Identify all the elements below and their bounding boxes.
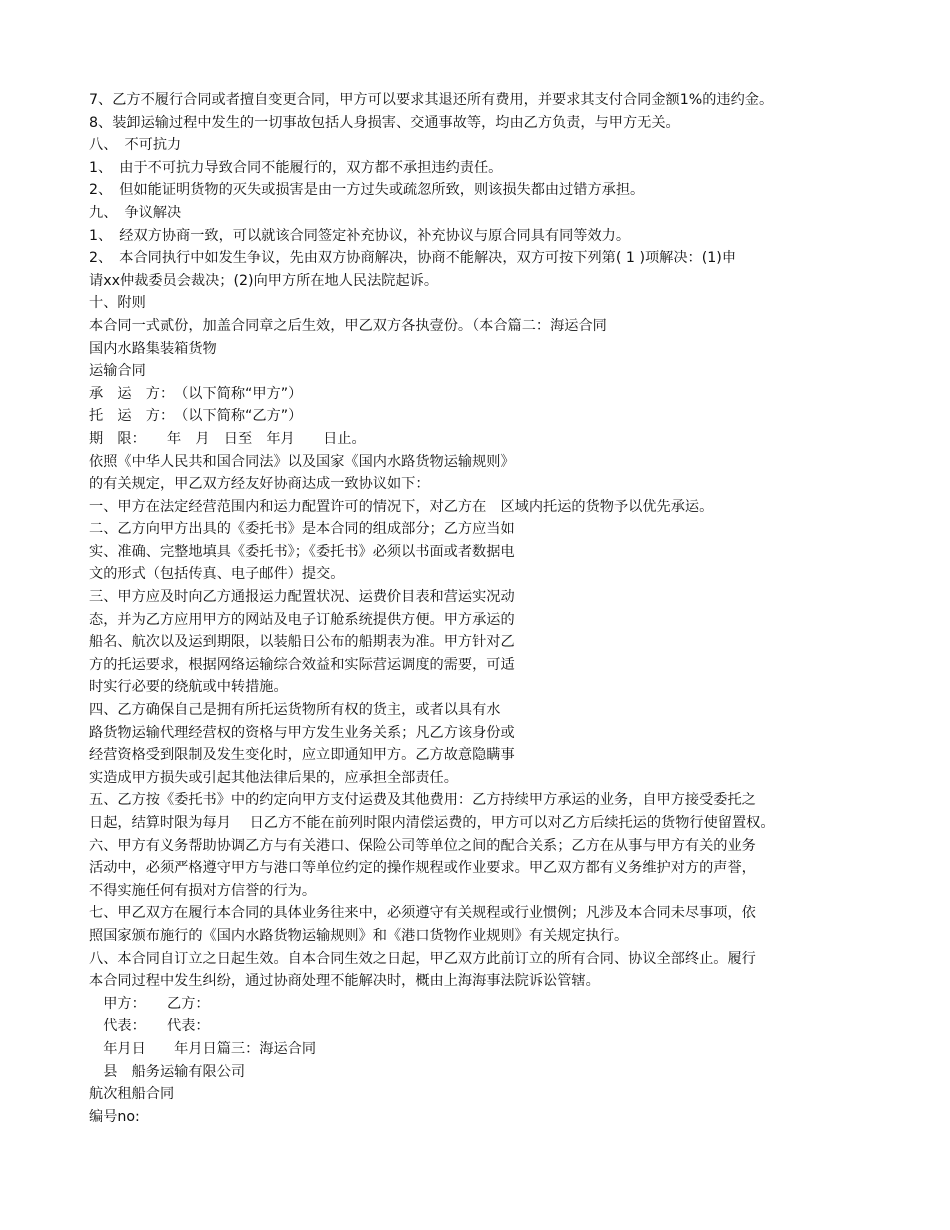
article-7-line-1: 七、甲乙双方在履行本合同的具体业务往来中，必须遵守有关规程或行业惯例；凡涉及本合同未尽事项，依 — [89, 905, 756, 922]
dispute-item-2: 2、 本合同执行中如发生争议，先由双方协商解决，协商不能解决，双方可按下列第( 1 )项解决：(1)申 — [89, 250, 737, 267]
article-6-line-1: 六、甲方有义务帮助协调乙方与有关港口、保险公司等单位之间的配合关系；乙方在从事与甲方有关的业务 — [89, 837, 756, 854]
charter-contract-title: 航次租船合同 — [89, 1086, 175, 1103]
article-5-line-1: 五、乙方按《委托书》中的约定向甲方支付运费及其他费用：乙方持续甲方承运的业务，自甲方接受委托之 — [89, 792, 756, 809]
article-1: 一、甲方在法定经营范围内和运力配置许可的情况下，对乙方在 区域内托运的货物予以优先承运。 — [89, 498, 714, 515]
article-4-line-2: 路货物运输代理经营权的资格与甲方发生业务关系；凡乙方该身份或 — [89, 724, 515, 741]
company-name: 县 船务运输有限公司 — [89, 1063, 246, 1080]
article-3-line-1: 三、甲方应及时向乙方通报运力配置状况、运费价目表和营运实况动 — [89, 589, 515, 606]
article-3-line-5: 时实行必要的绕航或中转措施。 — [89, 679, 288, 696]
article-7-line-2: 照国家颁布施行的《国内水路货物运输规则》和《港口货物作业规则》有关规定执行。 — [89, 927, 629, 944]
force-majeure-item-1: 1、 由于不可抗力导致合同不能履行的，双方都不承担违约责任。 — [89, 159, 503, 176]
signature-representatives: 代表： 代表： — [89, 1018, 210, 1035]
contract-number: 编号no: — [89, 1108, 140, 1125]
article-5-line-2: 日起，结算时限为每月 日乙方不能在前列时限内清偿运费的，甲方可以对乙方后续托运的货物行使留置权。 — [89, 815, 775, 831]
contract-text-body — [89, 89, 869, 1128]
article-8-line-1: 八、本合同自订立之日起生效。自本合同生效之日起，甲乙双方此前订立的所有合同、协议全部终止。履行 — [89, 950, 756, 967]
signature-parties: 甲方： 乙方： — [89, 995, 210, 1012]
article-2-line-1: 二、乙方向甲方出具的《委托书》是本合同的组成部分；乙方应当如 — [89, 521, 515, 538]
contract-title-line-1: 国内水路集装箱货物 — [89, 340, 217, 357]
shipper-party: 托 运 方： （以下简称“乙方”） — [89, 408, 303, 425]
article-3-line-3: 船名、航次以及运到期限，以装船日公布的船期表为准。甲方针对乙 — [89, 634, 515, 651]
legal-basis-line-1: 依照《中华人民共和国合同法》以及国家《国内水路货物运输规则》 — [89, 453, 515, 470]
dispute-item-1: 1、 经双方协商一致，可以就该合同签定补充协议，补充协议与原合同具有同等效力。 — [89, 227, 631, 244]
article-3-line-4: 方的托运要求，根据网络运输综合效益和实际营运调度的需要，可适 — [89, 656, 515, 673]
contract-title-line-2: 运输合同 — [89, 363, 146, 380]
article-6-line-3: 不得实施任何有损对方信誉的行为。 — [89, 882, 317, 899]
section-heading-force-majeure: 八、 不可抗力 — [89, 137, 182, 154]
article-4-line-1: 四、乙方确保自己是拥有所托运货物所有权的货主，或者以具有水 — [89, 702, 501, 719]
article-2-line-3: 文的形式（包括传真、电子邮件）提交。 — [89, 566, 345, 583]
signature-dates: 年月日 年月日篇三：海运合同 — [89, 1040, 317, 1057]
article-8-line-2: 本合同过程中发生纠纷，通过协商处理不能解决时，概由上海海事法院诉讼管辖。 — [89, 973, 600, 990]
force-majeure-item-2: 2、 但如能证明货物的灭失或损害是由一方过失或疏忽所致，则该损失都由过错方承担。 — [89, 182, 645, 199]
carrier-party: 承 运 方： （以下简称“甲方”） — [89, 385, 303, 402]
article-3-line-2: 态，并为乙方应用甲方的网站及电子订舱系统提供方便。甲方承运的 — [89, 611, 515, 628]
article-4-line-3: 经营资格受到限制及发生变化时，应立即通知甲方。乙方故意隐瞒事 — [89, 747, 515, 764]
copies-clause: 本合同一式贰份，加盖合同章之后生效，甲乙双方各执壹份。（本合篇二：海运合同 — [89, 317, 607, 334]
clause-7-breach: 7、乙方不履行合同或者擅自变更合同，甲方可以要求其退还所有费用，并要求其支付合同金额1%的违约金。 — [89, 92, 774, 108]
legal-basis-line-2: 的有关规定，甲乙双方经友好协商达成一致协议如下： — [89, 476, 430, 493]
term-period: 期 限： 年 月 日至 年月 日止。 — [89, 430, 366, 447]
section-heading-supplementary: 十、附则 — [89, 295, 146, 312]
article-4-line-4: 实造成甲方损失或引起其他法律后果的，应承担全部责任。 — [89, 769, 458, 786]
article-6-line-2: 活动中，必须严格遵守甲方与港口等单位约定的操作规程或作业要求。甲乙双方都有义务维护对方的声誉， — [89, 860, 756, 877]
article-2-line-2: 实、准确、完整地填具《委托书》；《委托书》必须以书面或者数据电 — [89, 543, 515, 560]
dispute-item-2-continued: 请xx仲裁委员会裁决；(2)向甲方所在地人民法院起诉。 — [89, 272, 439, 289]
section-heading-dispute-resolution: 九、 争议解决 — [89, 204, 182, 221]
clause-8-accident-liability: 8、装卸运输过程中发生的一切事故包括人身损害、交通事故等，均由乙方负责，与甲方无关。 — [89, 114, 680, 131]
